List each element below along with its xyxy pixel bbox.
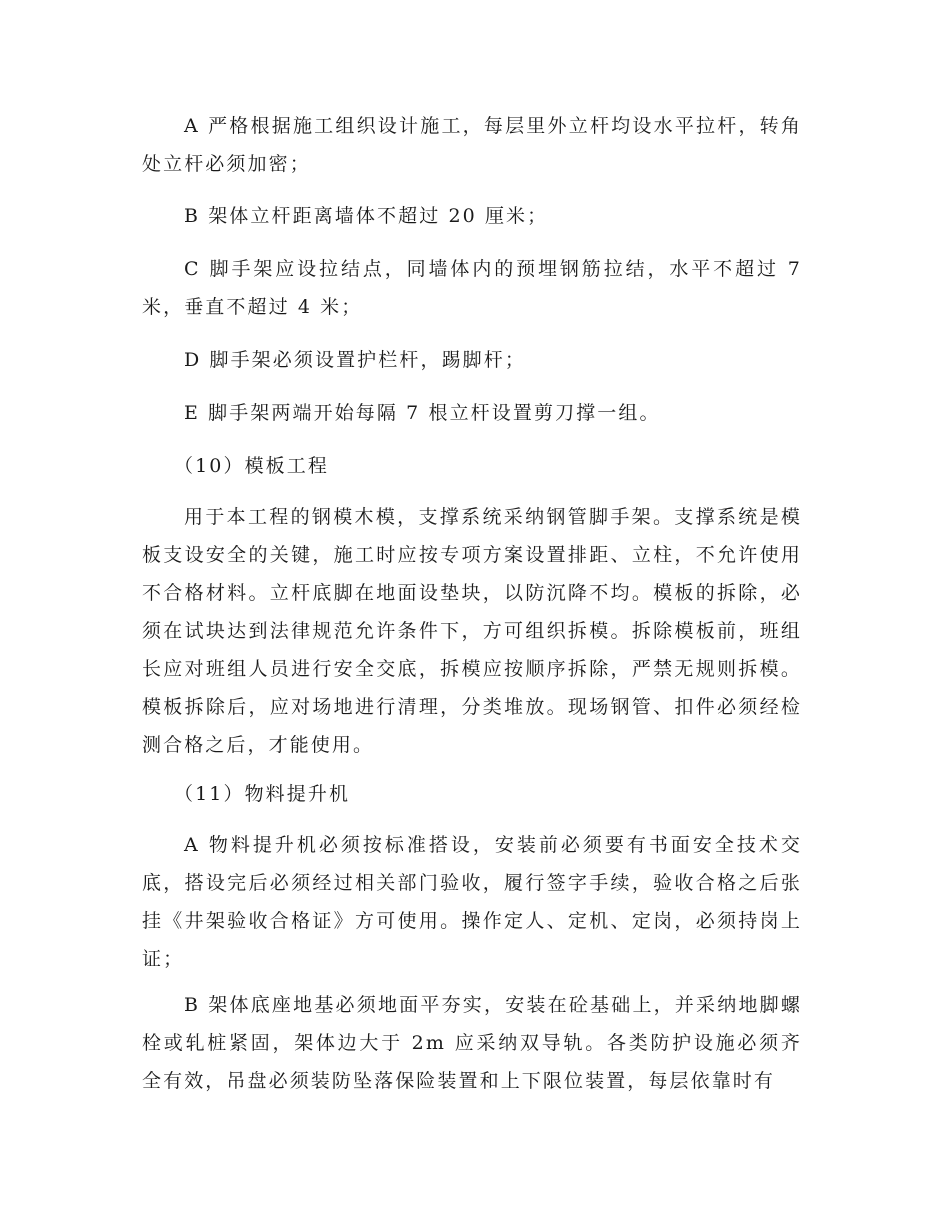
paragraph-formwork: 用于本工程的钢模木模，支撑系统采纳钢管脚手架。支撑系统是模板支设安全的关键，施工时应按专项方案设置排距、立柱，不允许使用不合格材料。立杆底脚在地面设垫块，以防沉降不均。模板的拆除，必须在试块达到法律规范允许条件下，方可组织拆模。拆除模板前，班组长应对班组人员进行安全交底，拆模应按顺序拆除，严禁无规则拆模。模板拆除后，应对场地进行清理，分类堆放。现场钢管、扣件必须经检测合格之后，才能使用。 <box>142 506 802 756</box>
paragraph-item-b-1: B 架体立杆距离墙体不超过 20 厘米； <box>184 205 549 227</box>
paragraph-item-d-1: D 脚手架必须设置护栏杆，踢脚杆； <box>184 349 526 371</box>
section-heading-10: （10）模板工程 <box>174 455 329 477</box>
paragraph-item-e-1: E 脚手架两端开始每隔 7 根立杆设置剪刀撑一组。 <box>184 402 661 424</box>
section-heading-11: （11）物料提升机 <box>174 783 351 805</box>
paragraph-item-a-1: A 严格根据施工组织设计施工，每层里外立杆均设水平拉杆，转角处立杆必须加密； <box>142 115 802 175</box>
paragraph-item-c-1: C 脚手架应设拉结点，同墙体内的预埋钢筋拉结，水平不超过 7 米，垂直不超过 4 米； <box>142 258 802 318</box>
paragraph-item-b-2: B 架体底座地基必须地面平夯实，安装在砼基础上，并采纳地脚螺栓或轧桩紧固，架体边大于 2m 应采纳双导轨。各类防护设施必须齐全有效，吊盘必须装防坠落保险装置和上下限位装置，每层依靠时有 <box>142 994 802 1092</box>
paragraph-item-a-2: A 物料提升机必须按标准搭设，安装前必须要有书面安全技术交底，搭设完后必须经过相关部门验收，履行签字手续，验收合格之后张挂《井架验收合格证》方可使用。操作定人、定机、定岗，必须持岗上证； <box>142 834 802 970</box>
